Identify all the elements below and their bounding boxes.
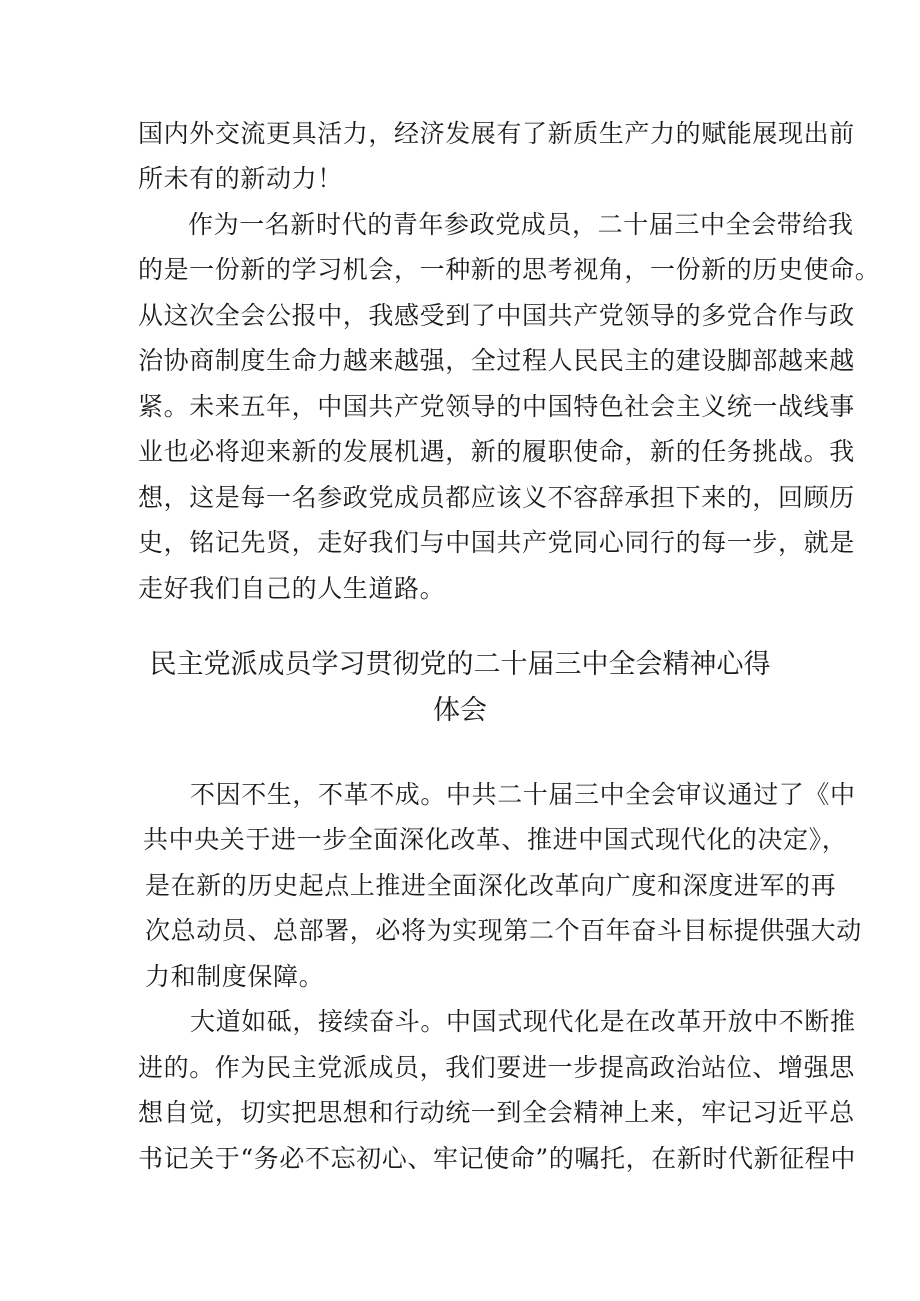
paragraph-line: 想，这是每一名参政党成员都应该义不容辞承担下来的，回顾历 <box>138 483 855 512</box>
section-title-line: 民主党派成员学习贯彻党的二十届三中全会精神心得 <box>149 649 771 680</box>
paragraph-line: 治协商制度生命力越来越强，全过程人民民主的建设脚部越来越 <box>138 346 855 375</box>
paragraph-line: 进的。作为民主党派成员，我们要进一步提高政治站位、增强思 <box>138 1053 855 1082</box>
paragraph-line: 书记关于“务必不忘初心、牢记使命”的嘱托，在新时代新征程中 <box>138 1144 856 1173</box>
paragraph-line: 力和制度保障。 <box>145 962 325 991</box>
paragraph-line: 的是一份新的学习机会，一种新的思考视角，一份新的历史使命。 <box>138 255 881 284</box>
paragraph-line: 大道如砥，接续奋斗。中国式现代化是在改革开放中不断推 <box>190 1007 856 1036</box>
paragraph-line: 从这次全会公报中，我感受到了中国共产党领导的多党合作与政 <box>138 301 855 330</box>
section-title-line: 体会 <box>433 695 487 726</box>
paragraph-line: 业也必将迎来新的发展机遇，新的履职使命，新的任务挑战。我 <box>138 437 855 466</box>
paragraph-line: 紧。未来五年，中国共产党领导的中国特色社会主义统一战线事 <box>138 392 855 421</box>
paragraph-line: 次总动员、总部署，必将为实现第二个百年奋斗目标提供强大动 <box>145 916 862 945</box>
paragraph-line: 史，铭记先贤，走好我们与中国共产党同心同行的每一步，就是 <box>138 528 855 557</box>
paragraph-line: 所未有的新动力！ <box>138 164 343 193</box>
paragraph-line: 走好我们自己的人生道路。 <box>138 574 446 603</box>
paragraph-line: 作为一名新时代的青年参政党成员，二十届三中全会带给我 <box>188 210 854 239</box>
paragraph-line: 国内外交流更具活力，经济发展有了新质生产力的赋能展现出前 <box>138 119 855 148</box>
paragraph-line: 想自觉，切实把思想和行动统一到全会精神上来，牢记习近平总 <box>138 1098 855 1127</box>
paragraph-line: 共中央关于进一步全面深化改革、推进中国式现代化的决定》， <box>143 825 848 854</box>
paragraph-line: 是在新的历史起点上推进全面深化改革向广度和深度进军的再 <box>145 871 837 900</box>
paragraph-line: 不因不生，不革不成。中共二十届三中全会审议通过了《中 <box>190 780 856 809</box>
